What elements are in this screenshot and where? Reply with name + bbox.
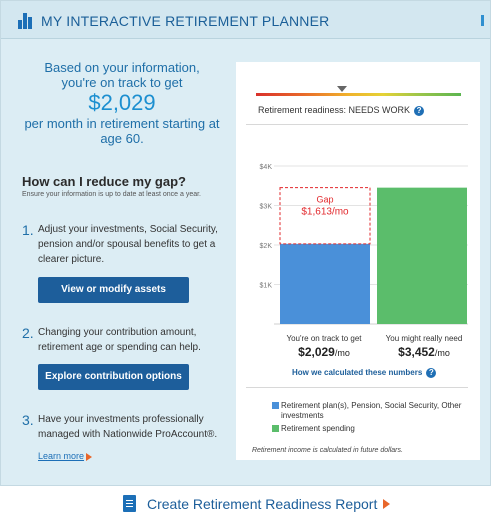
y-tick-label: $4K — [259, 164, 272, 171]
gap-value: $1,613/mo — [301, 206, 349, 218]
summary-line-4: age 60. — [100, 131, 144, 146]
chart-gap — [280, 188, 370, 244]
current-unit: /mo — [334, 348, 350, 358]
y-tick-label: $1K — [259, 282, 272, 290]
step-text: Changing your contribution amount, retirement age or spending can help. — [38, 327, 201, 353]
readiness-gauge — [256, 93, 461, 96]
summary-amount: $2,029 — [88, 90, 156, 115]
nationwide-logo-icon — [18, 13, 34, 29]
readiness-status — [258, 105, 424, 116]
needed-caption: You might really need — [385, 334, 463, 343]
document-icon — [123, 495, 136, 512]
step-number: 3. — [22, 412, 34, 428]
help-icon[interactable]: ? — [426, 368, 436, 378]
needed-amount: $3,452 — [398, 345, 435, 359]
legend-swatch-green — [272, 425, 279, 432]
explore-contribution-options-button[interactable]: Explore contribution options — [38, 364, 189, 390]
y-tick-label: $3K — [259, 203, 272, 211]
legend-swatch-blue — [272, 402, 279, 409]
gap-title: Gap — [316, 194, 334, 205]
header-title: MY INTERACTIVE RETIREMENT PLANNER — [41, 13, 330, 29]
current-caption: You're on track to get — [286, 334, 362, 343]
legend-item-investments — [281, 401, 471, 421]
gap-subtext: Ensure your information is up to date at least once a year. — [22, 191, 201, 198]
current-value — [274, 345, 374, 359]
legend-label: Retirement spending — [281, 424, 355, 433]
readiness-label: Retirement readiness: NEEDS WORK — [258, 105, 411, 115]
step-text: Have your investments professionally managed with Nationwide ProAccount®. — [38, 414, 218, 440]
gauge-marker-icon — [337, 86, 347, 92]
divider — [246, 124, 468, 125]
legend-label: Retirement plan(s), Pension, Social Security, Other investments — [281, 401, 462, 420]
how-calculated-label: How we calculated these numbers — [292, 368, 423, 378]
retirement-chart — [236, 158, 480, 328]
summary-line-3: per month in retirement starting at — [24, 116, 220, 131]
current-amount: $2,029 — [298, 345, 335, 359]
chevron-right-icon — [86, 453, 92, 461]
summary-line-1: Based on your information, — [44, 60, 200, 75]
summary — [11, 60, 233, 146]
create-report-label: Create Retirement Readiness Report — [147, 496, 378, 512]
how-calculated-link[interactable] — [292, 368, 436, 378]
divider — [246, 387, 468, 388]
bar-needed — [377, 188, 467, 324]
bar-current — [280, 244, 370, 324]
needed-unit: /mo — [434, 348, 450, 358]
step-number: 1. — [22, 222, 34, 238]
y-tick-label: $2K — [259, 243, 272, 250]
step-number: 2. — [22, 325, 34, 341]
legend-item-spending — [281, 424, 471, 434]
learn-more-link[interactable]: Learn more — [38, 451, 85, 461]
step-text: Adjust your investments, Social Security, pension and/or spousal benefits to get a clearer picture. — [38, 224, 218, 265]
summary-line-2: you're on track to get — [61, 75, 183, 90]
header — [1, 1, 490, 39]
view-modify-assets-button[interactable]: View or modify assets — [38, 277, 189, 303]
help-icon[interactable]: ? — [414, 106, 424, 116]
chevron-right-icon — [383, 499, 390, 509]
needed-value — [374, 345, 474, 359]
gap-heading: How can I reduce my gap? — [22, 174, 186, 189]
menu-icon[interactable] — [481, 15, 484, 26]
results-panel — [236, 62, 480, 460]
footnote: Retirement income is calculated in future dollars. — [252, 447, 403, 454]
